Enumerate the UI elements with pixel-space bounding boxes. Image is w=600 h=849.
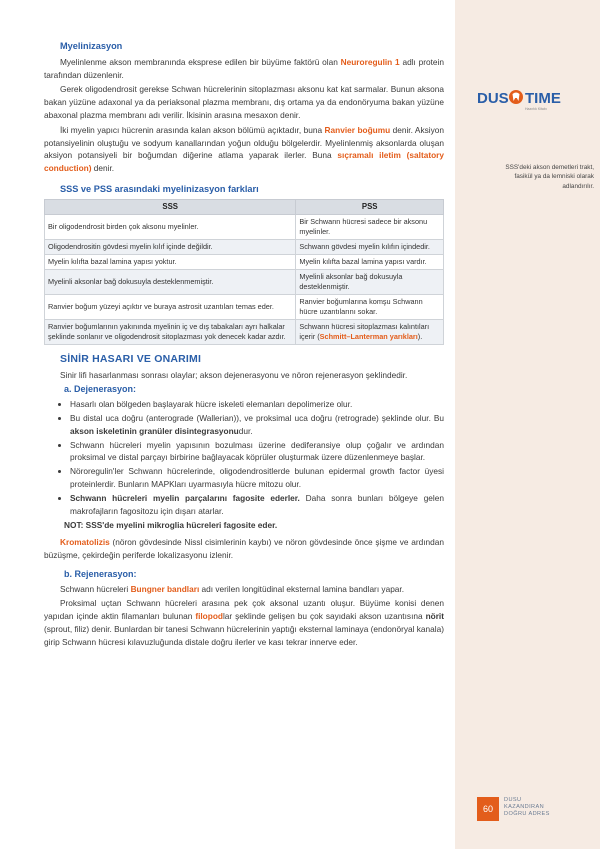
- svg-text:Hazırlık Kitabı: Hazırlık Kitabı: [525, 107, 547, 111]
- highlight-term: Kromatolizis: [60, 537, 110, 548]
- footer-slogan: DUSU KAZANDIRAN DOĞRU ADRES: [504, 797, 550, 817]
- table-cell: Ranvier boğum yüzeyi açıktır ve buraya astrosit uzantıları temas eder.: [45, 294, 296, 319]
- right-margin-panel: [455, 0, 600, 849]
- table-row: [45, 269, 444, 294]
- table-header: SSS: [45, 199, 296, 214]
- table-cell: Myelinli aksonlar bağ dokusuyla desteklenmiştir.: [296, 269, 444, 294]
- highlight-term: filopod: [195, 611, 223, 622]
- page-number: 60: [477, 797, 499, 821]
- table-cell: Schwann hücresi sitoplazması kalıntıları içerir (Schmitt–Lanterman yarıkları).: [296, 319, 444, 344]
- svg-text:TIME: TIME: [525, 90, 561, 107]
- section-title-myelinizasyon: Myelinizasyon: [60, 41, 123, 51]
- list-item: • Schwann hücreleri myelin parçalarını fagosite ederler. Daha sonra bunları bölgeye gelen makrofajların fagositozu için dışarı atarlar.: [70, 492, 444, 518]
- list-item: • Nöroregulin'ler Schwann hücrelerinde, oligodendrositlerde bulunan epidermal growth factor üyesi proteinlerdir. Bunların MAPKları uyarmasıyla hücre mitozu olur.: [70, 465, 444, 491]
- table-cell: Schwann gövdesi myelin kılıfın içindedir.: [296, 239, 444, 254]
- note-text: NOT: SSS'de myelini mikroglia hücreleri fagosite eder.: [64, 520, 278, 531]
- table-cell: Myelin kılıfta bazal lamina yapısı vardır.: [296, 254, 444, 269]
- table-cell: Bir Schwann hücresi sadece bir aksonu myelinler.: [296, 214, 444, 239]
- table-cell: Bir oligodendrosit birden çok aksonu myelinler.: [45, 214, 296, 239]
- paragraph: Proksimal uçtan Schwann hücreleri arasına pek çok aksonal uzantı oluşur. Büyüme konisi denen yapıdan içinde aktin filamanları bulunan filopodlar şeklinde gelişen bu çok sayıdaki akson uzantısına nörit (sprout, filiz) denir. Bunlardan bir tanesi Schwann hücrelerinin yaptığı eksternal laminaya (endonöryal kanala) girip Schwann hücresi kılavuzluğunda distale doğru ilerler ve kası tekrar innerve eder.: [44, 598, 444, 647]
- highlight-term: sıçramalı iletim (saltatory conduction): [44, 150, 444, 174]
- list-item: • Hasarlı olan bölgeden başlayarak hücre iskeleti elemanları depolimerize olur.: [70, 398, 444, 411]
- paragraph: Gerek oligodendrosit gerekse Schwan hücrelerinin sitoplazması aksonu kat kat sarmalar. Bunun aksona bakan yüzüne adaxonal ya da periaksonal plazma membranı, dış ortama ya da endonöryuma bakan yüzüne abaxonal plazma membranı adı verilir. İkisinin arasına mesaxon denir.: [44, 84, 444, 120]
- paragraph: Myelinlenme akson membranında eksprese edilen bir büyüme faktörü olan Neuroregulin 1 adlı protein tarafından düzenlenir.: [44, 56, 444, 80]
- comparison-table: [44, 199, 444, 345]
- table-cell: Oligodendrositin gövdesi myelin kılıf içinde değildir.: [45, 239, 296, 254]
- subsection-title-dejenerasyon: a. Dejenerasyon:: [64, 384, 137, 395]
- table-cell: Ranvier boğumlarının yakınında myelinin iç ve dış tabakaları ayrı halkalar şeklinde sonlanır ve oligodendrosit sitoplazması yok denecek kadar azdır.: [45, 319, 296, 344]
- highlight-term: Bungner bandları: [130, 583, 200, 594]
- table-row: [45, 239, 444, 254]
- table-row: [45, 214, 444, 239]
- dustime-logo: [477, 86, 562, 112]
- list-item: • Schwann hücreleri myelin yapısının bozulması üzerine dediferansiye olup çoğalır ve ardından proksimal ve distal parçayı birbirine bağlayacak köprüler oluşturmak üzere düzenlenmeye başlar.: [70, 439, 444, 465]
- section-title-sinir-hasari: SİNİR HASARI VE ONARIMI: [60, 352, 202, 365]
- table-row: [45, 294, 444, 319]
- highlight-term: Neuroregulin 1: [340, 56, 400, 67]
- table-row: [45, 254, 444, 269]
- paragraph: Schwann hücreleri Bungner bandları adı verilen longitüdinal eksternal lamina bandları yapar.: [60, 583, 405, 594]
- table-title: SSS ve PSS arasındaki myelinizasyon farkları: [60, 183, 259, 194]
- highlight-term: Schmitt–Lanterman yarıkları: [319, 331, 418, 341]
- bullet-list: [44, 398, 444, 517]
- svg-text:DUS: DUS: [477, 90, 509, 107]
- paragraph: Sinir lifi hasarlanması sonrası olaylar; akson dejenerasyonu ve nöron rejenerasyon şeklindedir.: [60, 369, 408, 380]
- subsection-title-rejenerasyon: b. Rejenerasyon:: [64, 568, 137, 579]
- table-header: PSS: [296, 199, 444, 214]
- table-cell: Myelin kılıfta bazal lamina yapısı yoktur.: [45, 254, 296, 269]
- highlight-term: Ranvier boğumu: [324, 124, 391, 135]
- sidebar-note: SSS'deki akson demetleri trakt, fasikül ya da lemniski olarak adlandırılır.: [505, 164, 594, 190]
- table-row: [45, 319, 444, 344]
- table-cell: Ranvier boğumlarına komşu Schwann hücre uzantılarını sokar.: [296, 294, 444, 319]
- paragraph: İki myelin yapıcı hücrenin arasında kalan akson bölümü açıktadır, buna Ranvier boğumu denir. Aksiyon potansiyelinin oluştuğu ve sodyum kanallarından yoğun olduğu bölgelerdir. Myelinlenmiş aksonlarda oluşan aksiyon potansiyeli bir boğumdan diğerine atlama yaparak ilerler. Buna sıçramalı iletim (saltatory conduction) denir.: [44, 124, 444, 174]
- list-item: • Bu distal uca doğru (anterograde (Wallerian)), ve proksimal uca doğru (retrograde) şeklinde olur. Bu akson iskeletinin granüler disintegrasyonudur.: [70, 412, 444, 438]
- page-content: [44, 40, 444, 651]
- paragraph: Kromatolizis (nöron gövdesinde Nissl cisimlerinin kaybı) ve nöron gövdesinde önce şişme ve ardından büzüşme, çekirdeğin periferde lokalizasyonu izlenir.: [44, 537, 444, 560]
- table-cell: Myelinli aksonlar bağ dokusuyla desteklenmemiştir.: [45, 269, 296, 294]
